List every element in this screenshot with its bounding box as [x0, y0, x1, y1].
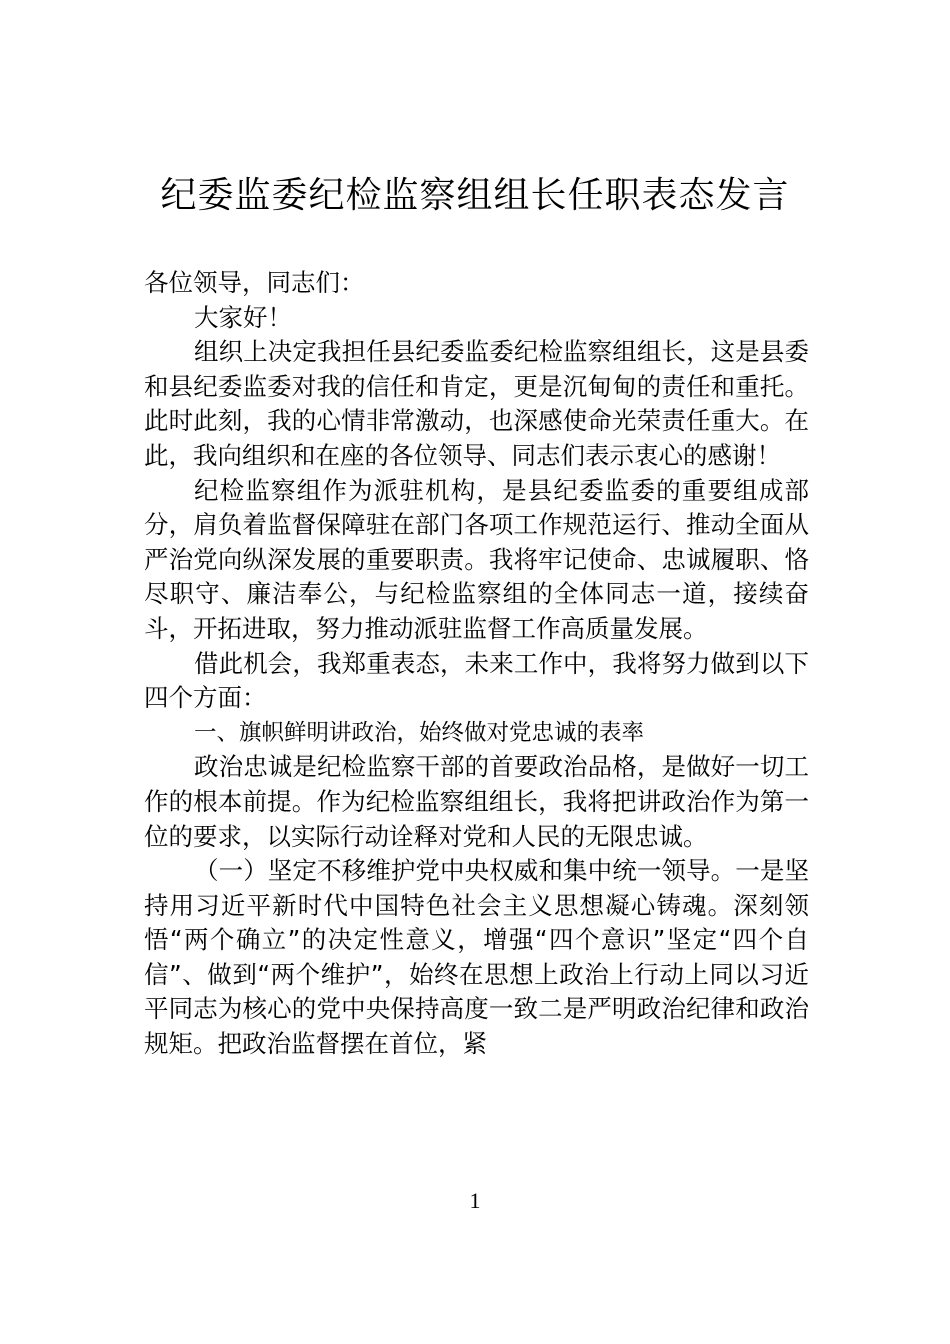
salutation: 各位领导，同志们：: [144, 268, 365, 297]
greeting-paragraph: 大家好！: [194, 302, 292, 332]
page-number: 1: [469, 1188, 481, 1213]
body-paragraph: 纪检监察组作为派驻机构，是县纪委监委的重要组成部分，肩负着监督保障驻在部门各项工作规范运行、推动全面从严治党向纵深发展的重要职责。我将牢记使命、忠诚履职、恪尽职守、廉洁奉公，与纪检监察组的全体同志一道，接续奋斗，开拓进取，努力推动派驻监督工作高质量发展。: [144, 475, 809, 643]
body-paragraph: （一）坚定不移维护党中央权威和集中统一领导。一是坚持用习近平新时代中国特色社会主义思想凝心铸魂。深刻领悟“两个确立”的决定性意义，增强“四个意识”坚定“四个自信”、做到“两个维护”，始终在思想上政治上行动上同以习近平同志为核心的党中央保持高度一致二是严明政治纪律和政治规矩。把政治监督摆在首位，紧: [144, 856, 809, 1059]
section-heading: 一、旗帜鲜明讲政治，始终做对党忠诚的表率: [194, 719, 645, 746]
body-paragraph: 组织上决定我担任县纪委监委纪检监察组组长，这是县委和县纪委监委对我的信任和肯定，更是沉甸甸的责任和重托。此时此刻，我的心情非常激动，也深感使命光荣责任重大。在此，我向组织和在座的各位领导、同志们表示衷心的感谢！: [144, 337, 809, 470]
body-paragraph: 借此机会，我郑重表态，未来工作中，我将努力做到以下四个方面：: [144, 648, 809, 713]
document-body: [144, 266, 809, 1062]
body-paragraph: 政治忠诚是纪检监察干部的首要政治品格，是做好一切工作的根本前提。作为纪检监察组组长，我将把讲政治作为第一位的要求，以实际行动诠释对党和人民的无限忠诚。: [144, 752, 809, 851]
document-title: 纪委监委纪检监察组组长任职表态发言: [160, 175, 790, 216]
